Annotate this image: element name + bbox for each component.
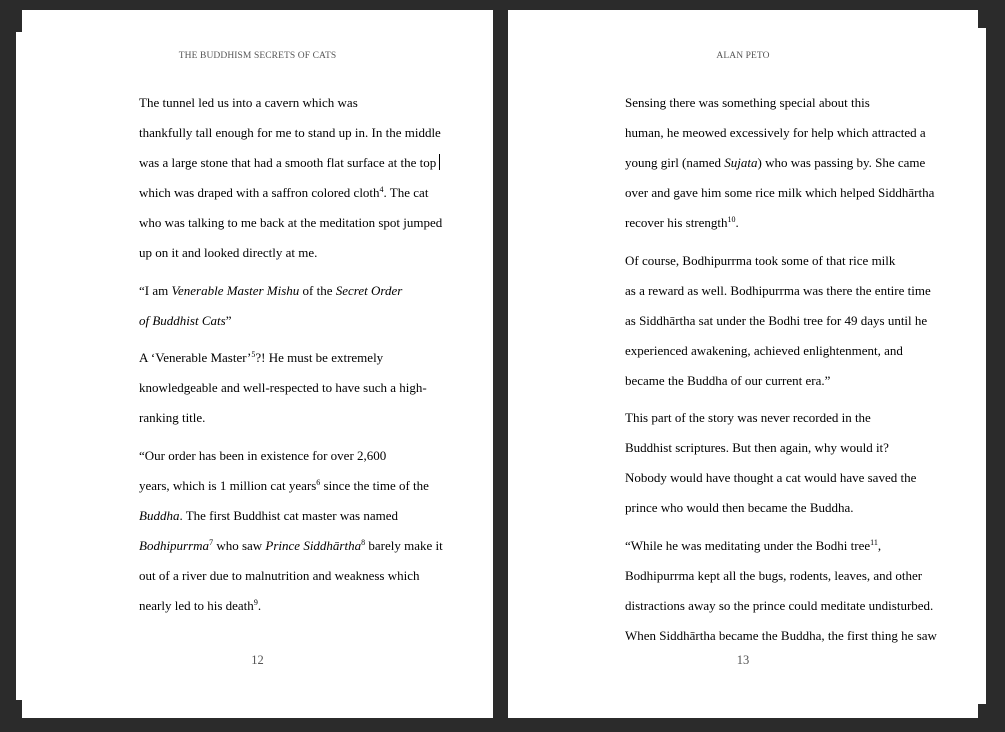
text-line [100, 373, 427, 403]
text-line [100, 88, 420, 118]
text-run: over and gave him some rice milk which helped Siddhārtha [625, 185, 935, 200]
italic-text: Sujata [724, 155, 758, 170]
paragraph [586, 531, 937, 651]
italic-text: of Buddhist Cats [139, 312, 226, 328]
running-head-left: THE BUDDHISM SECRETS OF CATS [178, 51, 337, 61]
italic-text: Buddha [139, 507, 180, 523]
text-line [586, 208, 908, 238]
text-run: as Siddhārtha sat under the Bodhi tree for 49 days until he [625, 312, 928, 328]
paragraph [586, 246, 931, 396]
text-line [586, 88, 908, 118]
text-run: human, he meowed excessively for help which attracted a [625, 125, 926, 140]
left-page-body[interactable] [100, 88, 443, 628]
paragraph [586, 88, 935, 238]
text-run: . The cat [383, 185, 429, 200]
text-line [586, 463, 917, 493]
text-run: , [877, 537, 882, 553]
paragraph [586, 403, 917, 523]
running-head-right: ALAN PETO [716, 51, 770, 61]
paragraph [100, 343, 427, 433]
text-line [100, 148, 437, 178]
text-run: years, which is 1 million cat years [139, 477, 317, 493]
text-line [100, 441, 420, 471]
page-number-right: 13 [736, 653, 750, 667]
footnote-marker[interactable]: 8 [361, 537, 366, 547]
text-line [586, 336, 908, 366]
italic-text: Secret Order [335, 282, 403, 298]
text-line [586, 178, 935, 208]
footnote-marker[interactable]: 11 [870, 537, 878, 547]
italic-text: Prince Siddhārtha [265, 537, 362, 553]
text-line [586, 118, 926, 148]
right-page[interactable] [508, 10, 978, 718]
footnote-marker[interactable]: 4 [379, 185, 384, 194]
text-run: thankfully tall enough for me to stand up in. In the middle [139, 125, 441, 140]
text-line [586, 561, 923, 591]
text-run: Buddhist scriptures. But then again, why would it? [625, 440, 889, 455]
text-run: up on it and looked directly at me. [139, 245, 318, 260]
text-run: knowledgeable and well-respected to have such a high- [139, 380, 427, 395]
text-line [586, 621, 937, 651]
text-line [100, 501, 420, 531]
footnote-marker[interactable]: 10 [727, 215, 736, 224]
text-run: nearly led to his death [139, 597, 254, 613]
text-run: Sensing there was something special about this [625, 95, 870, 110]
text-line [100, 276, 420, 306]
text-line [586, 276, 931, 306]
text-run: ) who was passing by. She came [757, 155, 926, 170]
text-line [586, 493, 908, 523]
text-run: who saw [213, 537, 266, 553]
paragraph [100, 441, 443, 621]
text-run: experienced awakening, achieved enlightenment, and [625, 342, 903, 358]
text-run: since the time of the [320, 477, 429, 493]
text-line [586, 246, 908, 276]
left-page[interactable] [22, 10, 493, 718]
text-line [586, 306, 928, 336]
text-line [100, 238, 420, 268]
text-line [100, 403, 420, 433]
text-line [586, 148, 926, 178]
text-run: ranking title. [139, 410, 206, 425]
text-run: as a reward as well. Bodhipurrma was there the entire time [625, 282, 931, 298]
text-line [100, 471, 429, 501]
text-run: Of course, Bodhipurrma took some of that rice milk [625, 252, 896, 268]
paragraph [100, 88, 443, 268]
text-run: which was draped with a saffron colored cloth [139, 185, 380, 200]
text-run: Bodhipurrma kept all the bugs, rodents, leaves, and other [625, 567, 923, 583]
text-run: ” [225, 312, 232, 328]
text-line [100, 343, 420, 373]
text-run: young girl (named [625, 155, 725, 170]
text-run: The tunnel led us into a cavern which was [139, 95, 358, 110]
footnote-marker[interactable]: 7 [209, 537, 214, 547]
text-line [586, 531, 908, 561]
text-line [586, 403, 908, 433]
paragraph [100, 276, 420, 336]
text-line [100, 561, 420, 591]
text-run: “I am [139, 282, 172, 298]
footnote-marker[interactable]: 6 [316, 477, 321, 487]
text-run: recover his strength [625, 215, 728, 230]
italic-text: Venerable Master Mishu [171, 282, 300, 298]
text-line [100, 178, 429, 208]
text-run: who was talking to me back at the meditation spot jumped [139, 215, 443, 230]
footnote-marker[interactable]: 9 [253, 597, 258, 607]
text-run: distractions away so the prince could meditate undisturbed. [625, 597, 934, 613]
text-run: . The first Buddhist cat master was named [179, 507, 398, 523]
text-line [586, 591, 934, 621]
text-run: became the Buddha of our current era.” [625, 372, 831, 388]
text-line [100, 531, 443, 561]
text-run: was a large stone that had a smooth flat surface at the top [139, 155, 437, 170]
italic-text: Bodhipurrma [139, 537, 210, 553]
page-number-left: 12 [251, 653, 264, 667]
footnote-marker[interactable]: 5 [251, 350, 256, 359]
text-line [586, 366, 908, 396]
text-run: This part of the story was never recorded in the [625, 410, 871, 425]
text-run: prince who would then became the Buddha. [625, 500, 854, 515]
text-line [100, 306, 420, 336]
text-line [586, 433, 908, 463]
text-line [100, 591, 420, 621]
text-cursor [439, 154, 440, 170]
text-run: barely make it [365, 537, 443, 553]
text-run: “While he was meditating under the Bodhi tree [625, 537, 871, 553]
right-page-body[interactable] [586, 88, 937, 658]
text-run: When Siddhārtha became the Buddha, the first thing he saw [625, 627, 937, 643]
text-run: . [735, 215, 739, 230]
text-run: of the [299, 282, 336, 298]
text-line [100, 118, 441, 148]
text-line [100, 208, 443, 238]
text-run: out of a river due to malnutrition and weakness which [139, 567, 420, 583]
text-run: “Our order has been in existence for over 2,600 [139, 447, 387, 463]
text-run: . [257, 597, 262, 613]
text-run: A ‘Venerable Master’ [139, 350, 252, 365]
text-run: Nobody would have thought a cat would have saved the [625, 470, 917, 485]
text-run: ?! He must be extremely [255, 350, 384, 365]
